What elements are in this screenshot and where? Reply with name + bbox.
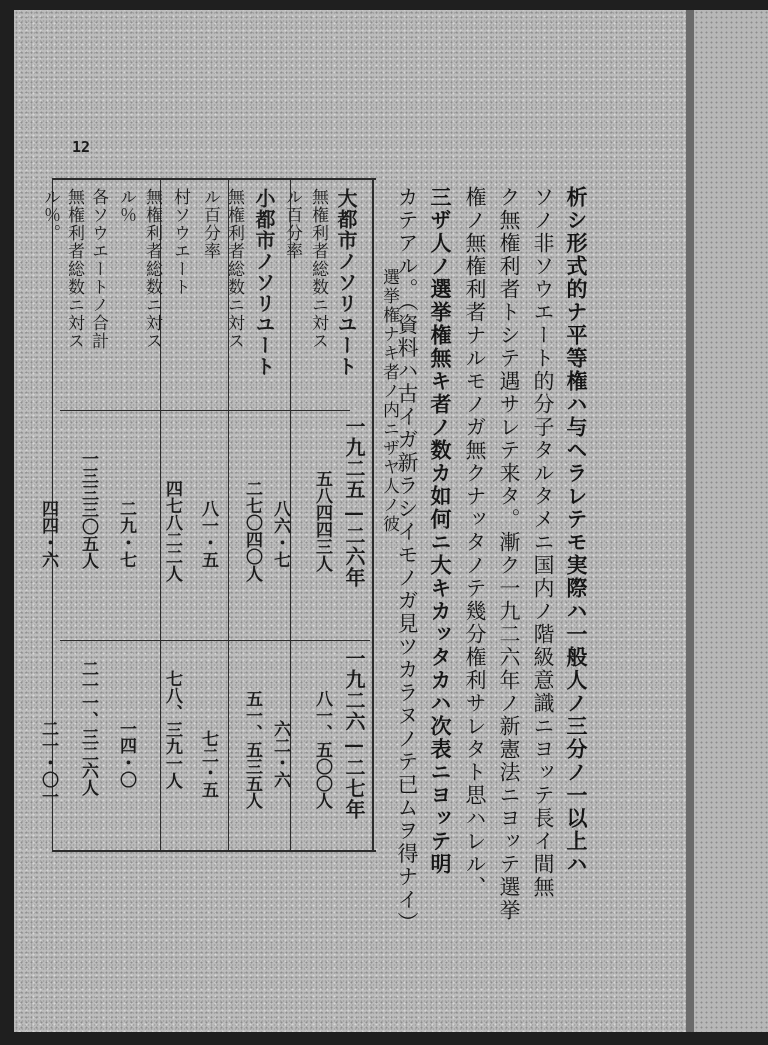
prose-line-4: 権ノ無権利者ナルモノガ無クナッタノテ幾分権利サレタト思ハレル、 [463,186,487,899]
row4-label-line3: ル％。 [40,188,60,242]
row3-label-line2: 無権利者総数ニ対ス [142,188,162,350]
adjacent-page [694,10,768,1032]
row4-1926-count: 二一一、三二六人 [78,660,98,796]
row1-1925-pct: 八六・七 [270,500,290,568]
table-year-divider [60,640,370,641]
row4-label-line2: 無権利者総数ニ対ス [64,188,84,350]
row2-1925-pct: 八一・五 [198,500,218,568]
col-header-1925: 一九二五—二六年 [342,416,366,588]
row3-1925-pct: 二九・七 [116,500,136,568]
table-label-divider [60,410,350,411]
prose-line-1: 析シ形式的ナ平等権ハ与ヘラレテモ実際ハ一般人ノ三分ノ一以上ハ [564,186,589,876]
row4-1925-count: 一三三三〇五人 [78,450,98,569]
row4-1926-pct: 二一・〇一 [38,720,58,805]
prose-line-3: ク無権利者トシテ遇サレテ来タ。漸ク一九二六年ノ新憲法ニヨッテ選挙 [497,186,521,922]
prose-line-7: 選挙権ナキ者ノ内ニザヤ人ノ彼 [379,268,399,534]
row4-1925-pct: 四四・六 [38,500,58,568]
page-number: 12 [72,138,91,156]
row3-1926-count: 七八、三九一人 [162,670,182,789]
row3-label-line3: ル％ [116,188,136,224]
row1-label-line1: 大都市ノソリユート [334,188,358,377]
prose-line-6: カテアル。（資料ハ古イガ新ラシイモノガ見ツカラヌノテ已ムヲ得ナイ） [395,186,419,935]
table-header-divider [372,178,374,852]
page-gutter [686,10,694,1032]
col-header-1926: 一九二六—二七年 [342,648,366,820]
table-bottom-rule [52,850,376,852]
row4-label-line1: 各ソウエートノ合計 [88,188,108,350]
row1-1926-count: 八一、五〇〇人 [312,690,332,809]
row1-1925-count: 五八四四三人 [312,470,332,572]
row1-1926-pct: 六二・六 [270,720,290,788]
prose-line-5: 三ザ人ノ選挙権無キ者ノ数カ如何ニ大キカッタカハ次表ニヨッテ明 [428,186,453,876]
table-top-rule [52,178,376,180]
row3-label-line1: 村ソウエート [170,188,190,296]
row2-1925-count: 二七〇四〇人 [242,480,262,582]
prose-line-2: ソノ非ソウエート的分子タルタメニ国内ノ階級意識ニヨッテ長イ間無 [531,186,555,899]
row2-label-line3: ル百分率 [200,188,220,260]
row2-label-line1: 小都市ノソリユート [252,188,276,377]
row3-1926-pct: 一四・〇 [116,720,136,788]
row2-1926-pct: 七二・五 [198,730,218,798]
row2-1926-count: 五一、五三五人 [242,690,262,809]
row1-label-line2: 無権利者総数ニ対ス [308,188,328,350]
row3-1925-count: 四七八二二人 [162,480,182,582]
row1-label-line3: ル百分率 [282,188,302,260]
row2-label-line2: 無権利者総数ニ対ス [224,188,244,350]
